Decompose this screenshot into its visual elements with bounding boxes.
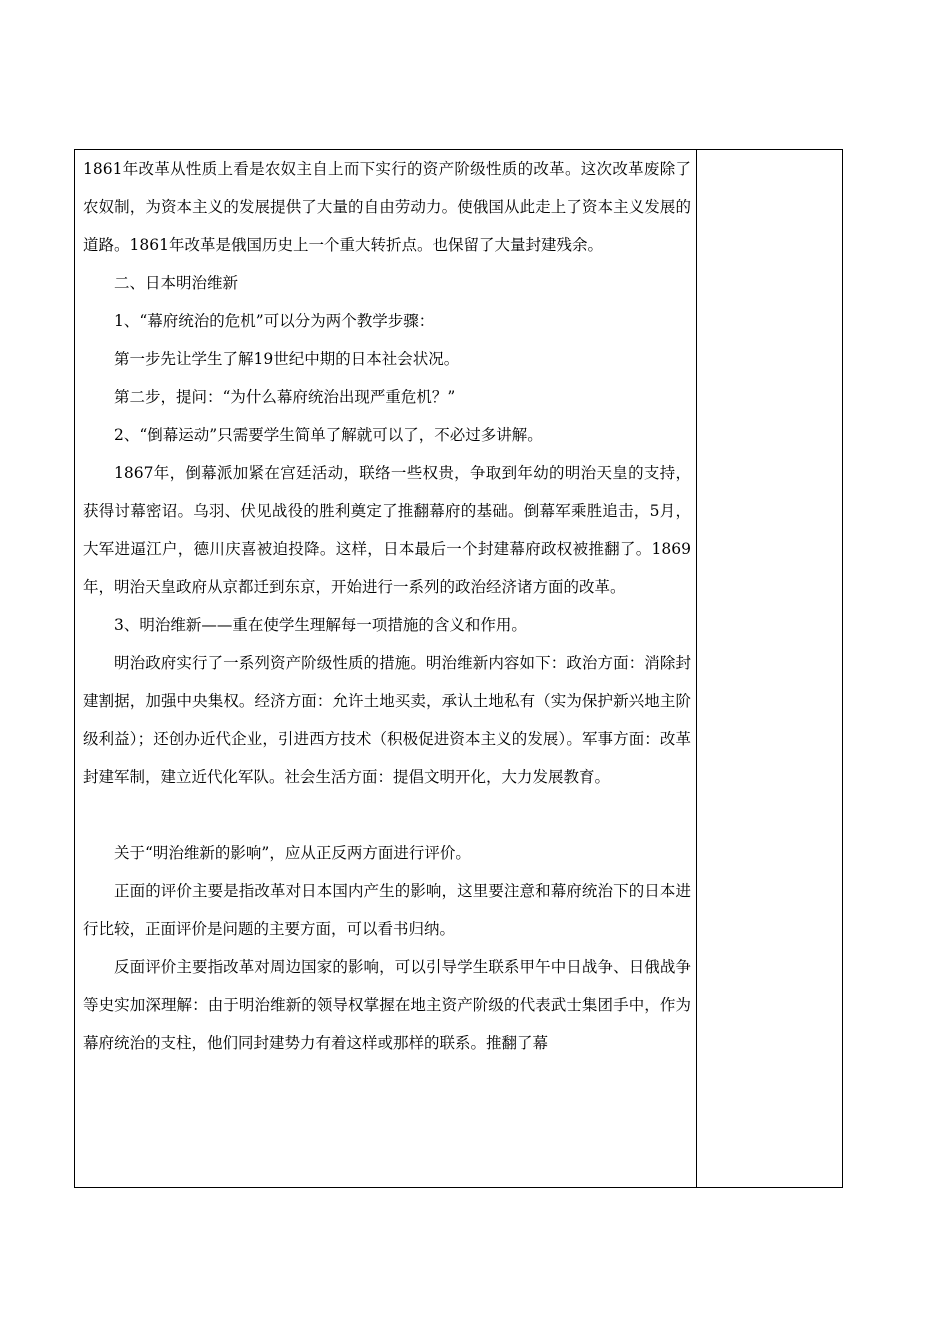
document-table: [74, 149, 843, 1188]
paragraph-1867-events: 1867年，倒幕派加紧在宫廷活动，联络一些权贵，争取到年幼的明治天皇的支持，获得讨幕密诏。乌羽、伏见战役的胜利奠定了推翻幕府的基础。倒幕军乘胜追击，5月，大军进逼江户，德川庆喜被迫投降。这样，日本最后一个封建幕府政权被推翻了。1869年，明治天皇政府从京都迁到东京，开始进行一系列的政治经济诸方面的改革。: [83, 464, 691, 596]
step-two: 第二步，提问：“为什么幕府统治出现严重危机？”: [114, 388, 456, 406]
paragraph-meiji-measures: 明治政府实行了一系列资产阶级性质的措施。明治维新内容如下：政治方面：消除封建割据，加强中央集权。经济方面：允许土地买卖，承认土地私有（实为保护新兴地主阶级利益）；还创办近代企业，引进西方技术（积极促进资本主义的发展）。军事方面：改革封建军制，建立近代化军队。社会生活方面：提倡文明开化，大力发展教育。: [83, 654, 691, 786]
section-heading-meiji: 二、日本明治维新: [114, 274, 239, 292]
point-2-overthrow-movement: 2、“倒幕运动”只需要学生简单了解就可以了，不必过多讲解。: [114, 426, 543, 444]
paragraph-influence-evaluation: 关于“明治维新的影响”，应从正反两方面进行评价。: [114, 844, 471, 862]
step-one: 第一步先让学生了解19世纪中期的日本社会状况。: [114, 350, 460, 368]
main-text-cell: [83, 150, 691, 1062]
paragraph-1861-reform-nature: 1861年改革从性质上看是农奴主自上而下实行的资产阶级性质的改革。这次改革废除了农奴制，为资本主义的发展提供了大量的自由劳动力。使俄国从此走上了资本主义发展的道路。1861年改革是俄国历史上一个重大转折点。也保留了大量封建残余。: [83, 160, 691, 254]
point-1-shogunate-crisis: 1、“幕府统治的危机”可以分为两个教学步骤：: [114, 312, 435, 330]
paragraph-negative-evaluation: 反面评价主要指改革对周边国家的影响，可以引导学生联系甲午中日战争、日俄战争等史实加深理解：由于明治维新的领导权掌握在地主资产阶级的代表武士集团手中，作为幕府统治的支柱，他们同封建势力有着这样或那样的联系。推翻了幕: [83, 958, 691, 1052]
paragraph-positive-evaluation: 正面的评价主要是指改革对日本国内产生的影响，这里要注意和幕府统治下的日本进行比较，正面评价是问题的主要方面，可以看书归纳。: [83, 882, 691, 938]
blank-line: [83, 796, 691, 834]
notes-cell: [697, 150, 842, 1187]
point-3-meiji-restoration: 3、明治维新——重在使学生理解每一项措施的含义和作用。: [114, 616, 527, 634]
